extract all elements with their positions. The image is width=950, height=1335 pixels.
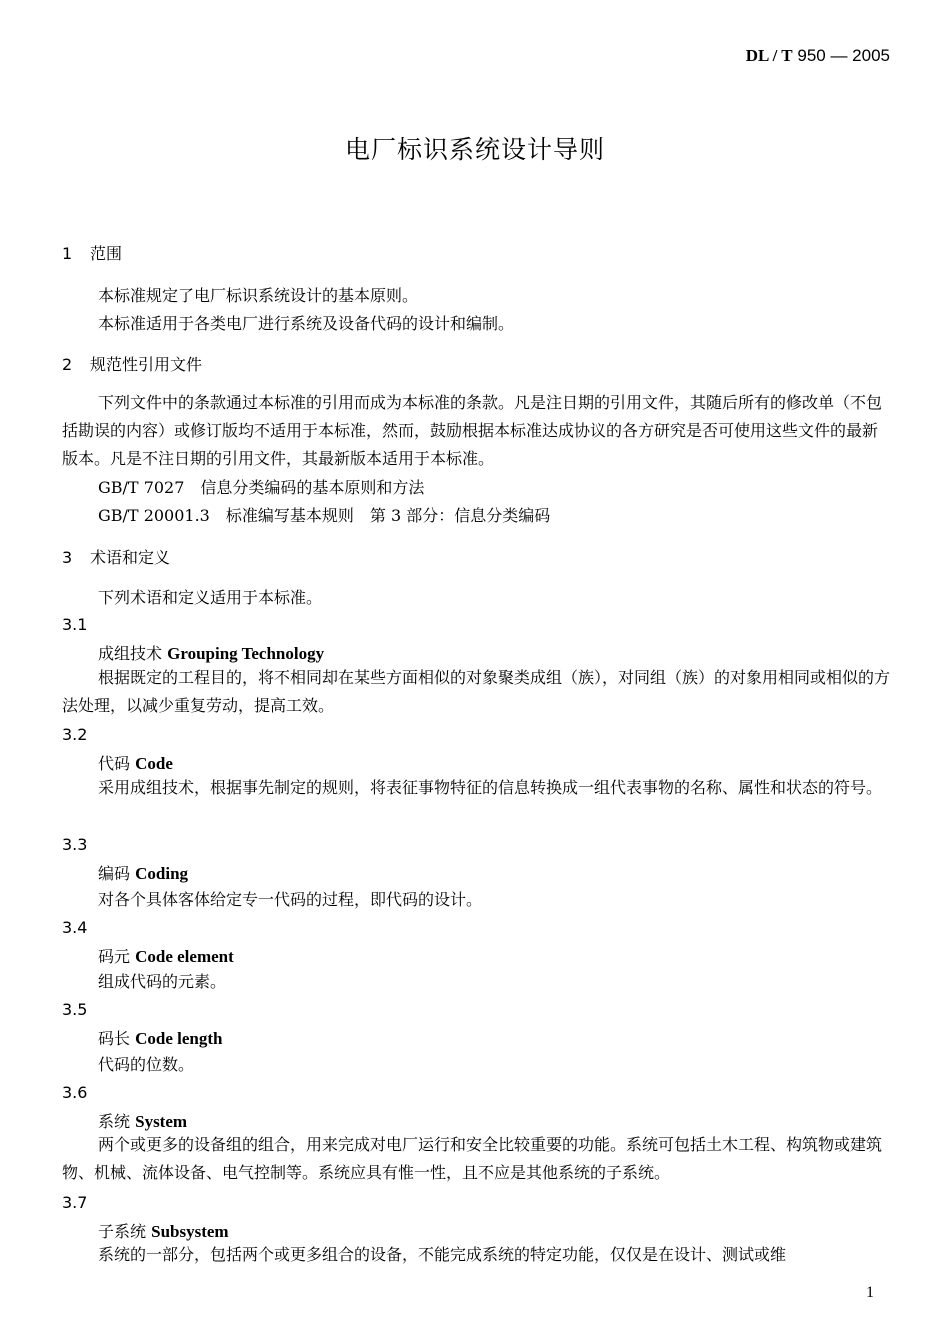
paragraph: 本标准规定了电厂标识系统设计的基本原则。: [98, 286, 419, 305]
term-en: Coding: [135, 864, 189, 883]
term-name: [98, 641, 324, 664]
term-cn: 成组技术: [98, 644, 163, 663]
term-cn: 码元: [98, 947, 131, 966]
term-name: [98, 1026, 222, 1049]
term-en: Code length: [135, 1029, 223, 1048]
term-en: Grouping Technology: [167, 644, 325, 663]
term-name: [98, 944, 234, 967]
paragraph: 下列术语和定义适用于本标准。: [98, 588, 323, 607]
term-definition: 两个或更多的设备组的组合，用来完成对电厂运行和安全比较重要的功能。系统可包括土木工程、构筑物或建筑物、机械、流体设备、电气控制等。系统应具有惟一性，且不应是其他系统的子系统。: [62, 1135, 883, 1182]
term-definition: 组成代码的元素。: [98, 972, 227, 991]
standard-number: 950 — 2005: [797, 46, 890, 65]
reference-item: GB/T 7027 信息分类编码的基本原则和方法: [98, 478, 425, 497]
term-cn: 码长: [98, 1029, 131, 1048]
term-definition: 采用成组技术，根据事先制定的规则，将表征事物特征的信息转换成一组代表事物的名称、属性和状态的符号。: [98, 778, 883, 797]
section-title: 术语和定义: [90, 548, 171, 567]
reference-item: GB/T 20001.3 标准编写基本规则 第 3 部分：信息分类编码: [98, 506, 551, 525]
term-name: [98, 861, 188, 884]
term-definition: 根据既定的工程目的，将不相同却在某些方面相似的对象聚类成组（族），对同组（族）的对象用相同或相似的方法处理，以减少重复劳动，提高工效。: [62, 668, 891, 715]
section-number: 2: [62, 355, 73, 374]
document-title: 电厂标识系统设计导则: [344, 135, 605, 164]
term-en: Subsystem: [151, 1222, 229, 1241]
term-en: Code: [135, 754, 173, 773]
standard-code: [746, 46, 890, 66]
section-2-heading: [62, 352, 202, 375]
term-number: 3.5: [62, 1000, 88, 1019]
term-number: 3.6: [62, 1083, 88, 1102]
term-definition: 代码的位数。: [98, 1055, 195, 1074]
section-title: 范围: [90, 244, 123, 263]
term-name: [98, 751, 173, 774]
section-1-heading: [62, 241, 122, 264]
term-cn: 系统: [98, 1112, 131, 1131]
section-number: 1: [62, 244, 73, 263]
term-en: System: [135, 1112, 188, 1131]
section-3-heading: [62, 545, 170, 568]
term-number: 3.4: [62, 918, 88, 937]
term-en: Code element: [135, 947, 234, 966]
page-number: 1: [866, 1284, 874, 1301]
term-name: [98, 1219, 229, 1242]
term-cn: 代码: [98, 754, 131, 773]
term-definition: 系统的一部分，包括两个或更多组合的设备，不能完成系统的特定功能，仅仅是在设计、测试或维: [98, 1245, 787, 1264]
term-number: 3.1: [62, 615, 88, 634]
standard-prefix: DL / T: [745, 46, 793, 65]
section-title: 规范性引用文件: [90, 355, 203, 374]
term-number: 3.3: [62, 835, 88, 854]
term-number: 3.7: [62, 1193, 88, 1212]
term-definition: 对各个具体客体给定专一代码的过程，即代码的设计。: [98, 890, 483, 909]
paragraph: 下列文件中的条款通过本标准的引用而成为本标准的条款。凡是注日期的引用文件，其随后所有的修改单（不包括勘误的内容）或修订版均不适用于本标准，然而，鼓励根据本标准达成协议的各方研究是否可使用这些文件的最新版本。凡是不注日期的引用文件，其最新版本适用于本标准。: [62, 393, 883, 468]
term-cn: 编码: [98, 864, 131, 883]
term-number: 3.2: [62, 725, 88, 744]
section-number: 3: [62, 548, 73, 567]
term-name: [98, 1109, 187, 1132]
paragraph: 本标准适用于各类电厂进行系统及设备代码的设计和编制。: [98, 314, 515, 333]
term-cn: 子系统: [98, 1222, 147, 1241]
